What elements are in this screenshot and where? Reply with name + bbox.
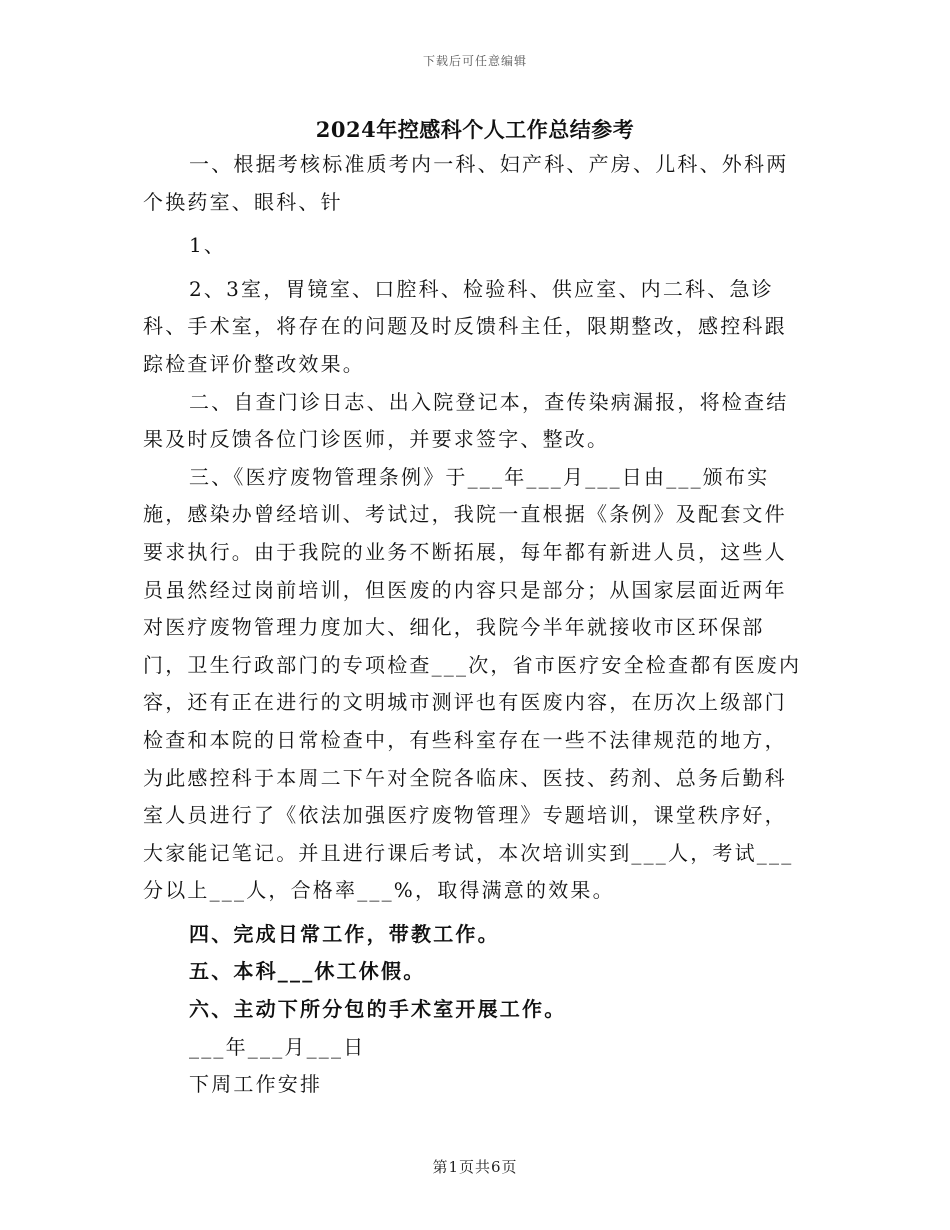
paragraph-1: 一、根据考核标准质考内一科、妇产科、产房、儿科、外科两个换药室、眼科、针: [143, 152, 789, 214]
header-note: 下载后可任意编辑: [422, 54, 527, 68]
paragraph-4: 二、自查门诊日志、出入院登记本，查传染病漏报，将检查结果及时反馈各位门诊医师，并要求签字、整改。: [143, 389, 789, 452]
document-title: 2024年控感科个人工作总结参考: [315, 117, 635, 142]
paragraph-8: 六、主动下所分包的手术室开展工作。: [189, 997, 567, 1022]
document-body: [143, 146, 807, 1104]
page-footer: 第1页共6页: [432, 1158, 518, 1176]
paragraph-6: 四、完成日常工作，带教工作。: [189, 921, 500, 946]
paragraph-7: 五、本科___休工休假。: [189, 959, 426, 984]
date-line: ___年___月___日: [189, 1034, 366, 1059]
paragraph-2: 1、: [189, 233, 227, 258]
paragraph-5: 三、《医疗废物管理条例》于___年___月___日由___颁布实施，感染办曾经培训、考试过，我院一直根据《条例》及配套文件要求执行。由于我院的业务不断拓展，每年都有新进人员，这些人员虽然经过岗前培训，但医废的内容只是部分；从国家层面近两年对医疗废物管理力度加大、细化，我院今半年就接收市区环保部门，卫生行政部门的专项检查___次，省市医疗安全检查都有医废内容，还有正在进行的文明城市测评也有医废内容，在历次上级部门检查和本院的日常检查中，有些科室存在一些不法律规范的地方，为此感控科于本周二下午对全院各临床、医技、药剂、总务后勤科室人员进行了《依法加强医疗废物管理》专题培训，课堂秩序好，大家能记笔记。并且进行课后考试，本次培训实到___人，考试___分以上___人，合格率___%，取得满意的效果。: [143, 464, 802, 903]
next-week-heading: 下周工作安排: [189, 1072, 323, 1097]
paragraph-3: 2、3室，胃镜室、口腔科、检验科、供应室、内二科、急诊科、手术室，将存在的问题及时反馈科主任，限期整改，感控科跟踪检查评价整改效果。: [143, 276, 787, 376]
